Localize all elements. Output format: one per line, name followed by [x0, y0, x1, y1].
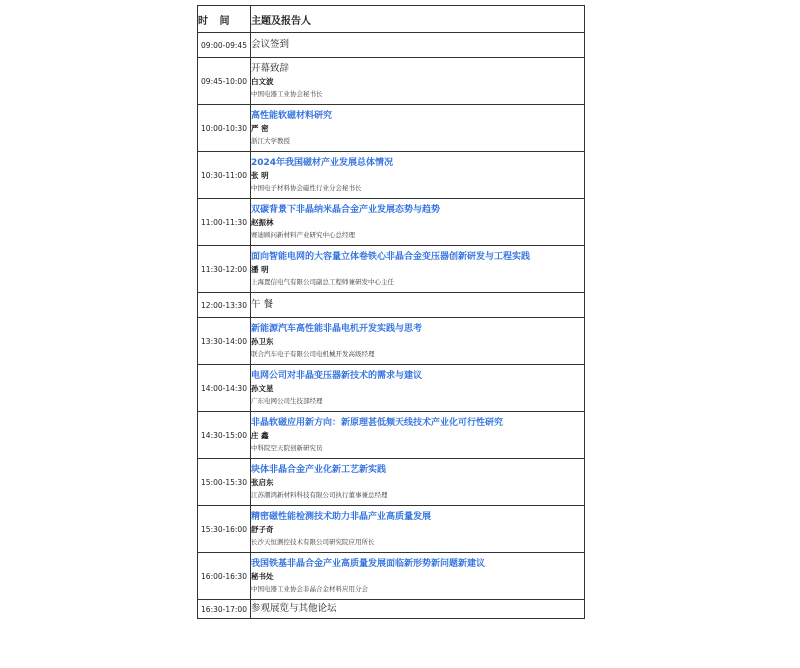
session-time: 12:00-13:30 — [198, 293, 251, 318]
session-time: 11:00-11:30 — [198, 199, 251, 246]
session-time: 16:00-16:30 — [198, 553, 251, 600]
header-time: 时 间 — [198, 6, 251, 33]
speaker-role: 广东电网公司生技部经理 — [251, 397, 323, 405]
session-topic — [251, 199, 585, 246]
session-plain-title: 会议签到 — [251, 39, 290, 50]
speaker-role: 长沙天恒测控技术有限公司研究院应用所长 — [251, 538, 375, 546]
speaker-name: 严 密 — [251, 124, 269, 133]
session-plain-title: 参观展览与其他论坛 — [251, 603, 337, 614]
session-topic — [251, 246, 585, 293]
table-row — [198, 152, 585, 199]
talk-title: 电网公司对非晶变压器新技术的需求与建议 — [251, 371, 423, 381]
table-row — [198, 365, 585, 412]
speaker-name: 舒子奇 — [251, 525, 274, 534]
table-row — [198, 58, 585, 105]
session-time: 09:45-10:00 — [198, 58, 251, 105]
table-row — [198, 459, 585, 506]
speaker-role: 浙江大学教授 — [251, 137, 290, 145]
talk-title: 我国铁基非晶合金产业高质量发展面临新形势新问题新建议 — [251, 559, 486, 569]
speaker-role: 赛迪顾问新材料产业研究中心总经理 — [251, 231, 355, 239]
session-plain-title: 午 餐 — [251, 299, 274, 310]
table-row — [198, 33, 585, 58]
speaker-role: 上海置信电气有限公司副总工程师兼研发中心主任 — [251, 278, 394, 286]
table-row — [198, 506, 585, 553]
table-row — [198, 293, 585, 318]
agenda-table — [197, 5, 585, 619]
talk-title: 面向智能电网的大容量立体卷铁心非晶合金变压器创新研发与工程实践 — [251, 252, 531, 262]
session-topic — [251, 600, 585, 619]
speaker-name: 白文波 — [251, 77, 274, 86]
session-topic — [251, 293, 585, 318]
header-row — [198, 6, 585, 33]
speaker-role: 联合汽车电子有限公司电机械开发高级经理 — [251, 350, 375, 358]
speaker-role: 中科院空天院创新研究员 — [251, 444, 323, 452]
session-topic — [251, 105, 585, 152]
session-time: 15:30-16:00 — [198, 506, 251, 553]
table-row — [198, 600, 585, 619]
session-topic — [251, 365, 585, 412]
session-time: 14:00-14:30 — [198, 365, 251, 412]
session-topic — [251, 553, 585, 600]
session-time: 13:30-14:00 — [198, 318, 251, 365]
session-time: 14:30-15:00 — [198, 412, 251, 459]
speaker-role: 江苏潮鸿新材料科技有限公司执行董事兼总经理 — [251, 491, 388, 499]
speaker-name: 孙文星 — [251, 384, 274, 393]
speaker-role: 中国电子材料协会磁性行业分会秘书长 — [251, 184, 362, 192]
session-topic — [251, 152, 585, 199]
talk-title: 精密磁性能检测技术助力非晶产业高质量发展 — [251, 512, 432, 522]
talk-title: 2024年我国磁材产业发展总体情况 — [251, 158, 394, 168]
talk-title: 块体非晶合金产业化新工艺新实践 — [251, 465, 387, 475]
speaker-name: 秘书处 — [251, 572, 274, 581]
table-row — [198, 105, 585, 152]
table-row — [198, 246, 585, 293]
speaker-name: 潘 明 — [251, 265, 269, 274]
session-topic — [251, 459, 585, 506]
talk-title: 非晶软磁应用新方向：新原理甚低频天线技术产业化可行性研究 — [251, 418, 504, 428]
speaker-role: 中国电器工业协会秘书长 — [251, 90, 323, 98]
table-row — [198, 412, 585, 459]
talk-title: 新能源汽车高性能非晶电机开发实践与思考 — [251, 324, 423, 334]
session-topic — [251, 33, 585, 58]
header-topic: 主题及报告人 — [251, 6, 585, 33]
session-time: 09:00-09:45 — [198, 33, 251, 58]
session-topic — [251, 318, 585, 365]
session-time: 10:30-11:00 — [198, 152, 251, 199]
table-row — [198, 318, 585, 365]
session-time: 16:30-17:00 — [198, 600, 251, 619]
session-time: 11:30-12:00 — [198, 246, 251, 293]
table-row — [198, 199, 585, 246]
speaker-name: 张 明 — [251, 171, 269, 180]
session-topic — [251, 58, 585, 105]
speaker-name: 赵振林 — [251, 218, 274, 227]
session-plain-title: 开幕致辞 — [251, 63, 290, 74]
talk-title: 高性能软磁材料研究 — [251, 111, 333, 121]
session-topic — [251, 412, 585, 459]
session-time: 10:00-10:30 — [198, 105, 251, 152]
speaker-name: 张启东 — [251, 478, 274, 487]
session-topic — [251, 506, 585, 553]
table-row — [198, 553, 585, 600]
speaker-name: 孙卫东 — [251, 337, 274, 346]
talk-title: 双碳背景下非晶纳米晶合金产业发展态势与趋势 — [251, 205, 441, 215]
speaker-role: 中国电器工业协会非晶合金材料应用分会 — [251, 585, 368, 593]
speaker-name: 庄 鑫 — [251, 431, 269, 440]
session-time: 15:00-15:30 — [198, 459, 251, 506]
